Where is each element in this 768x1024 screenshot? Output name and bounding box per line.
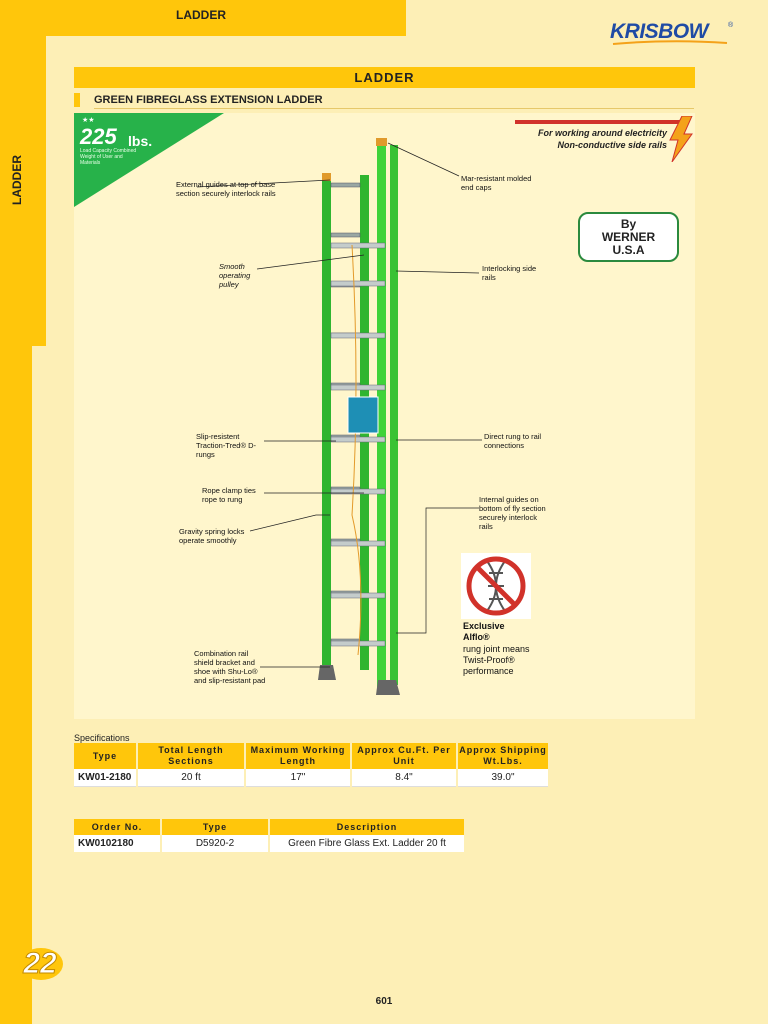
maker-badge-name: WERNER (601, 229, 656, 244)
capacity-unit: lbs. (128, 133, 153, 149)
brand-swoosh-icon (611, 40, 729, 46)
specs-caption: Specifications (74, 733, 130, 743)
electric-note-line1: For working around electricity (537, 128, 667, 138)
specs-cell: 20 ft (137, 769, 245, 787)
callout-d-rungs: Slip-resistent Traction-Tred® D-rungs (196, 432, 256, 459)
specs-cell: KW01-2180 (74, 769, 137, 787)
subtitle-rule (94, 108, 694, 109)
brand-registered-mark: ® (728, 22, 734, 29)
order-cell: Green Fibre Glass Ext. Ladder 20 ft (269, 835, 465, 852)
specs-cell: 8.4" (351, 769, 457, 787)
table-row (74, 769, 549, 787)
specs-table (74, 743, 550, 787)
alflo-description: rung joint means Twist-Proof® performance (463, 644, 530, 676)
specs-cell: 17" (245, 769, 351, 787)
order-cell: D5920-2 (161, 835, 269, 852)
capacity-fineprint: Load Capacity Combined Weight of User and Materials (80, 148, 137, 166)
specs-header-cell: Type (74, 743, 137, 769)
no-twist-sign-icon (461, 553, 531, 619)
specs-header-row (74, 743, 549, 769)
section-page-number: 22 (23, 947, 57, 980)
maker-badge-country: U.S.A (612, 242, 645, 257)
callout-rung-connections: Direct rung to rail connections (484, 432, 542, 450)
callout-external-guides: External guides at top of base section securely interlock rails (176, 180, 276, 198)
capacity-value: 225 (80, 124, 117, 149)
specs-header-cell: Approx Shipping Wt.Lbs. (457, 743, 549, 769)
specs-header-cell: Approx Cu.Ft. Per Unit (351, 743, 457, 769)
maker-badge-by: By (620, 216, 637, 231)
callout-shoe: Combination rail shield bracket and shoe with Shu-Lo® and slip-resistant pad (194, 649, 266, 685)
left-accent-notch (32, 36, 46, 346)
order-header-row (74, 819, 465, 835)
footer-page-number: 601 (375, 996, 393, 1007)
specs-cell: 39.0" (457, 769, 549, 787)
side-category-label: LADDER (10, 155, 24, 205)
brand-logo: KRISBOW (610, 20, 708, 43)
subtitle-marker (74, 93, 80, 107)
order-header-cell: Description (269, 819, 465, 835)
callout-rope-clamp: Rope clamp ties rope to rung (202, 486, 256, 504)
callout-end-caps: Mar-resistant molded end caps (461, 174, 532, 192)
specs-header-cell: Maximum Working Length (245, 743, 351, 769)
section-title: LADDER (74, 67, 695, 88)
electric-note-line2: Non-conductive side rails (557, 140, 667, 150)
order-header-cell: Order No. (74, 819, 161, 835)
callout-leader-lines (74, 113, 695, 719)
callout-side-rails: Interlocking side rails (482, 264, 537, 282)
callout-pulley: Smooth operating pulley (219, 262, 251, 289)
callout-internal-guides: Internal guides on bottom of fly section securely interlock rails (479, 495, 546, 531)
alflo-heading: Exclusive Alflo® (463, 621, 505, 642)
callout-spring-locks: Gravity spring locks operate smoothly (179, 527, 245, 545)
specs-header-cell: Total Length Sections (137, 743, 245, 769)
header-category: LADDER (176, 8, 226, 22)
order-table (74, 819, 466, 852)
order-cell: KW0102180 (74, 835, 161, 852)
product-subtitle: GREEN FIBREGLASS EXTENSION LADDER (94, 94, 323, 106)
svg-text:★★: ★★ (82, 117, 95, 124)
table-row (74, 835, 465, 852)
order-header-cell: Type (161, 819, 269, 835)
